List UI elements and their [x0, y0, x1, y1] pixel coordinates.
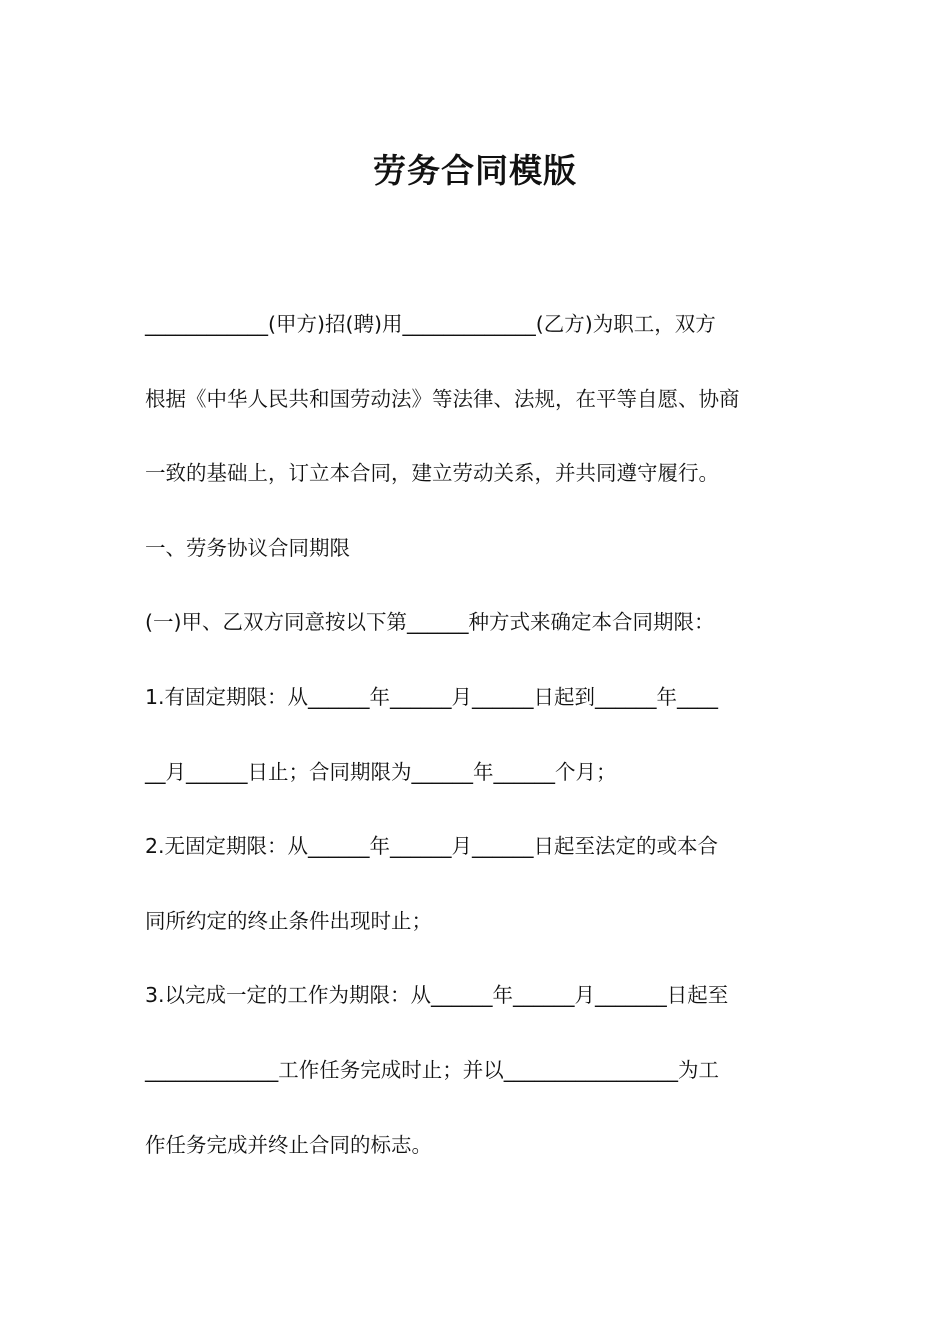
paragraph-line: ____________(甲方)招(聘)用_____________(乙方)为职工，双方: [145, 312, 716, 336]
paragraph-line: 同所约定的终止条件出现时止；: [145, 908, 432, 933]
paragraph-line: _____________工作任务完成时止；并以_________________为工: [145, 1057, 719, 1082]
section-heading: 一、劳务协议合同期限: [145, 535, 350, 560]
document-body: [145, 287, 825, 1182]
paragraph-line: __月______日止；合同期限为______年______个月；: [145, 759, 617, 784]
paragraph-line: 1.有固定期限：从______年______月______日起到______年____: [145, 684, 719, 709]
paragraph-line: 2.无固定期限：从______年______月______日起至法定的或本合: [145, 834, 719, 859]
paragraph-line: 根据《中华人民共和国劳动法》等法律、法规，在平等自愿、协商: [145, 386, 740, 411]
paragraph-line: (一)甲、乙双方同意按以下第______种方式来确定本合同期限：: [145, 610, 715, 635]
document-title: 劳务合同模版: [373, 151, 577, 190]
paragraph-line: 3.以完成一定的工作为期限：从______年______月_______日起至: [145, 983, 729, 1008]
paragraph-line: 作任务完成并终止合同的标志。: [145, 1132, 432, 1157]
paragraph-line: 一致的基础上，订立本合同，建立劳动关系，并共同遵守履行。: [145, 461, 719, 486]
